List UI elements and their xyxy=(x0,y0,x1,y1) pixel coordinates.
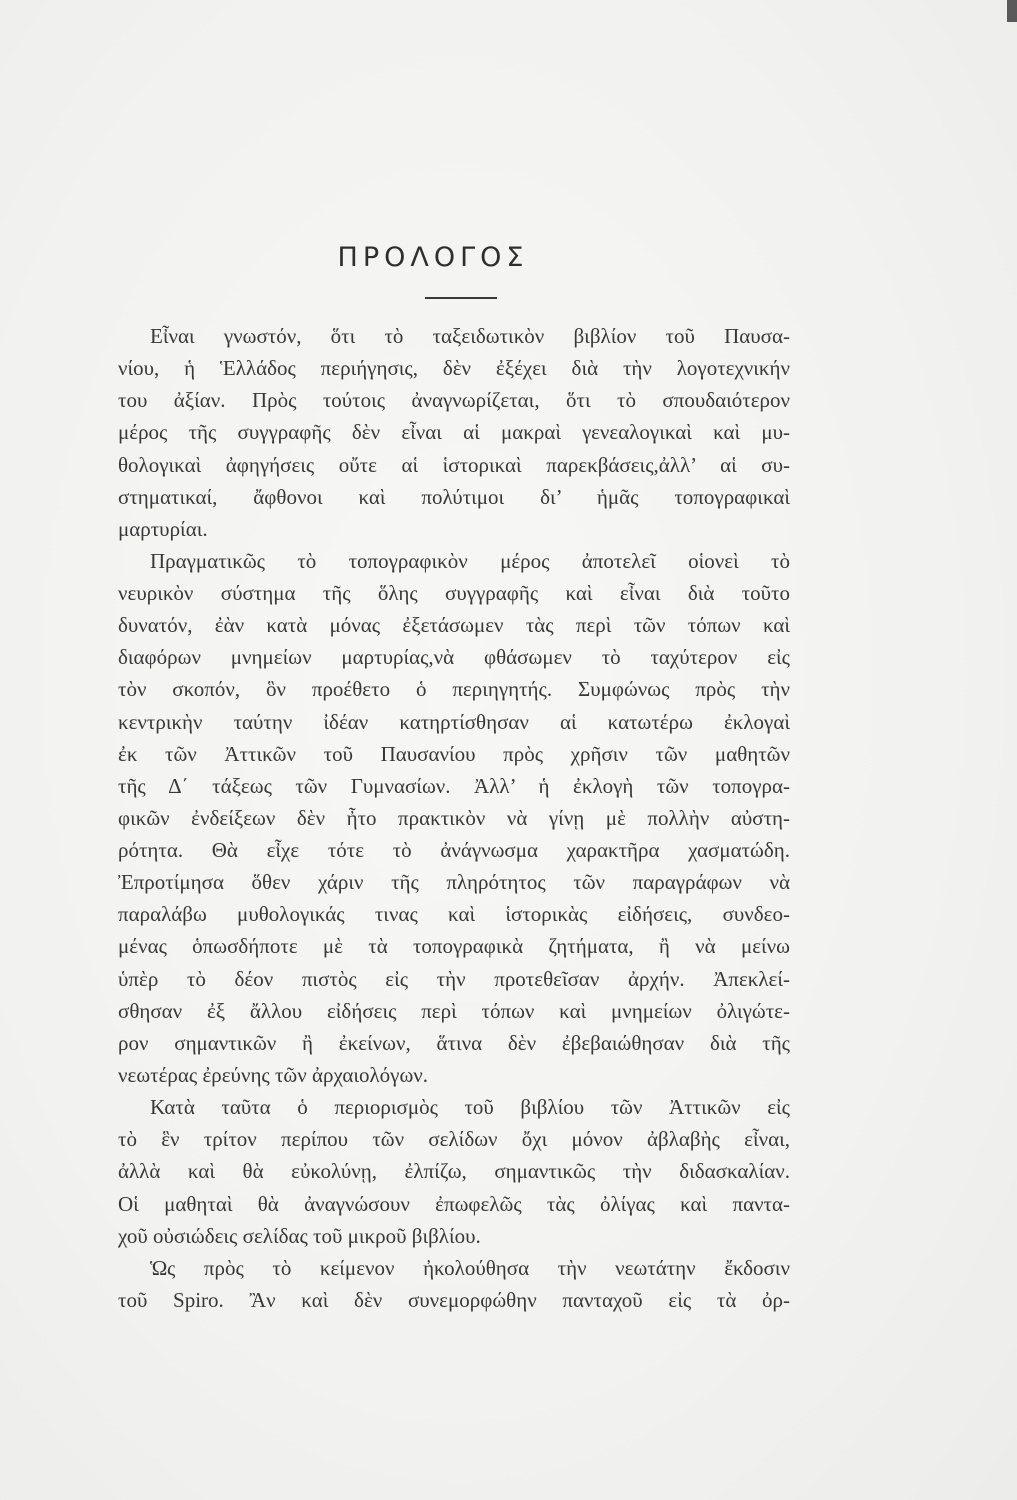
text-line: ἀλλὰ καὶ θὰ εὐκολύνῃ, ἐλπίζω, σημαντικῶς τὴν διδασκαλίαν. xyxy=(118,1159,790,1184)
text-line: τῆς Δ΄ τάξεως τῶν Γυμνασίων. Ἀλλ’ ἡ ἐκλογὴ τῶν τοπογρα- xyxy=(118,773,790,798)
text-line: θολογικαὶ ἀφηγήσεις οὔτε αἱ ἱστορικαὶ παρεκβάσεις,ἀλλ’ αἱ συ- xyxy=(118,452,790,477)
text-line: τὸν σκοπόν, ὃν προέθετο ὁ περιηγητής. Συμφώνως πρὸς τὴν xyxy=(118,677,790,702)
text-line: φικῶν ἐνδείξεων δὲν ἦτο πρακτικὸν νὰ γίνῃ μὲ πολλὴν αὐστη- xyxy=(118,805,790,830)
text-line: διαφόρων μνημείων μαρτυρίας,νὰ φθάσωμεν τὸ ταχύτερον εἰς xyxy=(118,645,790,670)
text-line: ρότητα. Θὰ εἶχε τότε τὸ ἀνάγνωσμα χαρακτῆρα χασματώδη. xyxy=(118,838,790,863)
text-line: στηματικαί, ἄφθονοι καὶ πολύτιμοι δι’ ἡμᾶς τοπογραφικαὶ xyxy=(118,484,790,509)
text-line: παραλάβω μυθολογικάς τινας καὶ ἱστορικὰς εἰδήσεις, συνδεο- xyxy=(118,902,790,927)
text-line: τοῦ Spiro. Ἂν καὶ δὲν συνεμορφώθην πανταχοῦ εἰς τὰ ὀρ- xyxy=(118,1287,790,1312)
text-line: νευρικὸν σύστημα τῆς ὅλης συγγραφῆς καὶ εἶναι διὰ τοῦτο xyxy=(118,581,790,606)
page-title: ΠΡΟΛΟΓΟΣ xyxy=(337,242,529,273)
text-line: Πραγματικῶς τὸ τοπογραφικὸν μέρος ἀποτελεῖ οἱονεὶ τὸ xyxy=(150,548,790,573)
text-line: κεντρικὴν ταύτην ἰδέαν κατηρτίσθησαν αἱ κατωτέρω ἐκλογαὶ xyxy=(118,709,790,734)
text-line: Κατὰ ταῦτα ὁ περιορισμὸς τοῦ βιβλίου τῶν Ἀττικῶν εἰς xyxy=(150,1095,790,1120)
text-line: χοῦ οὐσιώδεις σελίδας τοῦ μικροῦ βιβλίου. xyxy=(118,1223,481,1248)
text-line: ἐκ τῶν Ἀττικῶν τοῦ Παυσανίου πρὸς χρῆσιν τῶν μαθητῶν xyxy=(118,741,790,766)
text-line: τὸ ἓν τρίτον περίπου τῶν σελίδων ὄχι μόνον ἀβλαβὴς εἶναι, xyxy=(118,1127,790,1152)
text-line: σθησαν ἐξ ἄλλου εἰδήσεις περὶ τόπων καὶ μνημείων ὀλιγώτε- xyxy=(118,998,790,1023)
text-line: ὑπὲρ τὸ δέον πιστὸς εἰς τὴν προτεθεῖσαν ἀρχήν. Ἀπεκλεί- xyxy=(118,966,790,991)
text-line: Εἶναι γνωστόν, ὅτι τὸ ταξειδωτικὸν βιβλίον τοῦ Παυσα- xyxy=(150,324,790,348)
text-line: νεωτέρας ἐρεύνης τῶν ἀρχαιολόγων. xyxy=(118,1062,429,1087)
text-line: Οἱ μαθηταὶ θὰ ἀναγνώσουν ἐπωφελῶς τὰς ὀλίγας καὶ παντα- xyxy=(118,1191,790,1216)
text-line: Ἐπροτίμησα ὅθεν χάριν τῆς πληρότητος τῶν παραγράφων νὰ xyxy=(118,870,790,895)
text-line: μέρος τῆς συγγραφῆς δὲν εἶναι αἱ μακραὶ γενεαλογικαὶ καὶ μυ- xyxy=(118,420,790,445)
text-line: νίου, ἡ Ἑλλάδος περιήγησις, δὲν ἐξέχει διὰ τὴν λογοτεχνικήν xyxy=(118,356,790,381)
text-line: Ὡς πρὸς τὸ κείμενον ἠκολούθησα τὴν νεωτάτην ἔκδοσιν xyxy=(150,1255,790,1280)
text-line: του ἀξίαν. Πρὸς τούτοις ἀναγνωρίζεται, ὅτι τὸ σπουδαιότερον xyxy=(118,388,790,413)
text-line: μαρτυρίαι. xyxy=(118,516,208,541)
text-line: μένας ὁπωσδήποτε μὲ τὰ τοπογραφικὰ ζητήματα, ἢ νὰ μείνω xyxy=(118,934,790,959)
text-line: δυνατόν, ἐὰν κατὰ μόνας ἐξετάσωμεν τὰς περὶ τῶν τόπων καὶ xyxy=(118,613,790,638)
text-line: ρον σημαντικῶν ἢ ἐκείνων, ἅτινα δὲν ἐβεβαιώθησαν διὰ τῆς xyxy=(118,1030,790,1055)
